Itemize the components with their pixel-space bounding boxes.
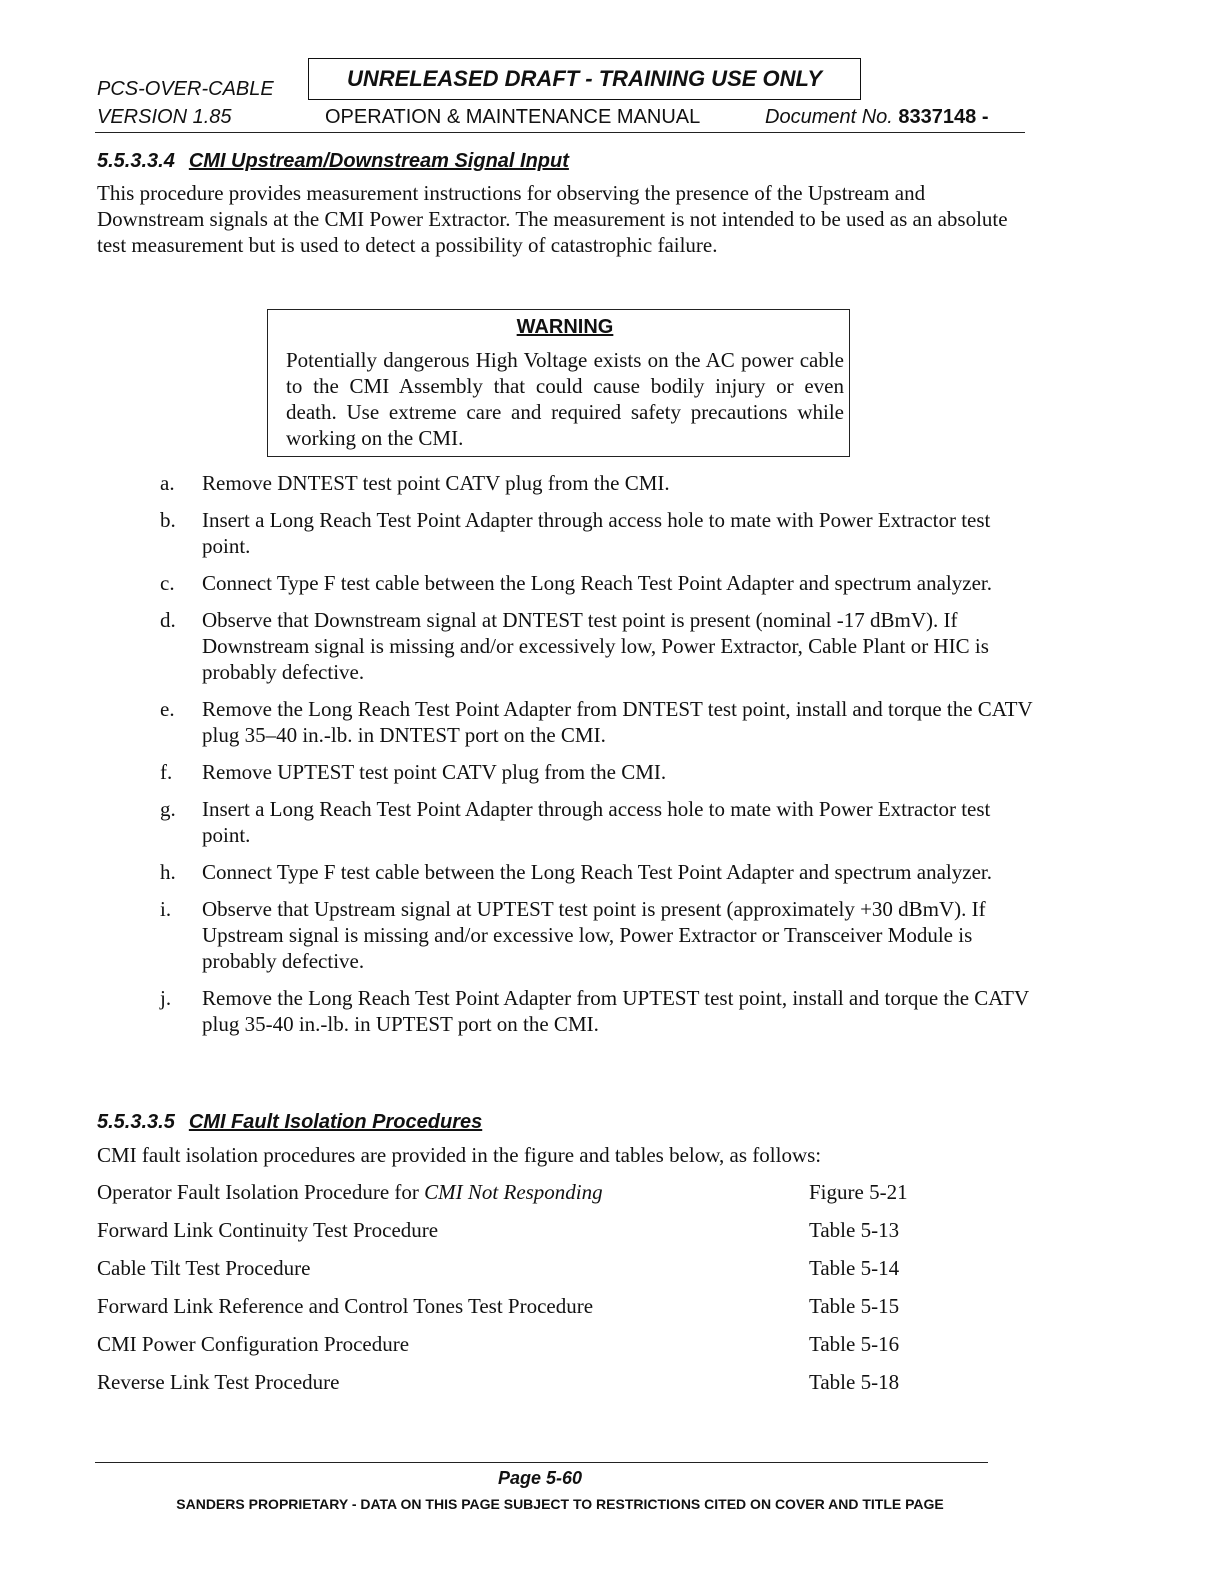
reference-target: Figure 5-21 (809, 1180, 908, 1204)
document-number-value: 8337148 - (898, 106, 989, 128)
reference-description: Reverse Link Test Procedure (97, 1370, 340, 1394)
section-number: 5.5.3.3.4 (97, 150, 175, 172)
step-text: Observe that Upstream signal at UPTEST test point is present (approximately +30 dBmV). If Upstream signal is missing and/or excessive low, Power Extractor or Transceiver Module is probably defective. (202, 897, 986, 973)
page-number: Page 5-60 (497, 1468, 583, 1488)
section-number: 5.5.3.3.5 (97, 1111, 175, 1133)
table-row (97, 1370, 997, 1408)
list-item (160, 796, 1040, 848)
section-title: CMI Upstream/Downstream Signal Input (188, 150, 569, 172)
step-text: Remove the Long Reach Test Point Adapter from DNTEST test point, install and torque the CATV plug 35–40 in.-lb. in DNTEST port on the CMI. (202, 697, 1033, 747)
list-item (160, 696, 1040, 748)
draft-notice: UNRELEASED DRAFT - TRAINING USE ONLY (308, 58, 861, 100)
step-letter: b. (160, 508, 176, 532)
step-letter: h. (160, 860, 176, 884)
table-row (97, 1256, 997, 1294)
step-text: Remove the Long Reach Test Point Adapter from UPTEST test point, install and torque the CATV plug 35-40 in.-lb. in UPTEST port on the CMI. (202, 986, 1029, 1036)
list-item (160, 470, 1040, 496)
list-item (160, 507, 1040, 559)
table-row (97, 1332, 997, 1370)
reference-target: Table 5-14 (809, 1256, 900, 1280)
reference-description: Forward Link Continuity Test Procedure (97, 1218, 439, 1242)
step-letter: a. (160, 471, 175, 495)
version-label: VERSION 1.85 (97, 106, 232, 128)
manual-title: OPERATION & MAINTENANCE MANUAL (325, 106, 701, 128)
step-letter: i. (160, 897, 172, 921)
reference-target: Table 5-16 (809, 1332, 900, 1356)
table-row (97, 1180, 997, 1218)
reference-text: Operator Fault Isolation Procedure for (97, 1180, 425, 1204)
warning-title: WARNING (516, 316, 614, 338)
section-heading-upstream-downstream (97, 150, 569, 173)
list-item (160, 859, 1040, 885)
step-text: Insert a Long Reach Test Point Adapter through access hole to mate with Power Extractor test point. (202, 508, 991, 558)
procedure-steps (160, 470, 1040, 1048)
section-title: CMI Fault Isolation Procedures (188, 1111, 483, 1133)
proprietary-notice: SANDERS PROPRIETARY - DATA ON THIS PAGE SUBJECT TO RESTRICTIONS CITED ON COVER AND TITLE PAGE (176, 1496, 944, 1512)
list-item (160, 896, 1040, 974)
table-row (97, 1218, 997, 1256)
step-letter: d. (160, 608, 176, 632)
document-number-label: Document No. (765, 106, 893, 128)
warning-text: Potentially dangerous High Voltage exists on the AC power cable to the CMI Assembly that could cause bodily injury or even death. Use extreme care and required safety precautions while working on the CMI. (286, 348, 844, 450)
warning-box (267, 309, 850, 457)
reference-target: Table 5-15 (809, 1294, 900, 1318)
reference-target: Table 5-18 (809, 1370, 900, 1394)
reference-target: Table 5-13 (809, 1218, 900, 1242)
reference-description: Cable Tilt Test Procedure (97, 1256, 311, 1280)
reference-emphasis: CMI Not Responding (424, 1180, 603, 1204)
step-text: Remove UPTEST test point CATV plug from the CMI. (202, 760, 667, 784)
list-item (160, 985, 1040, 1037)
section-heading-fault-isolation (97, 1111, 482, 1134)
list-item (160, 759, 1040, 785)
section-intro-paragraph: This procedure provides measurement instructions for observing the presence of the Upstream and Downstream signals at the CMI Power Extractor. The measurement is not intended to be used as an absolute test measurement but is used to detect a possibility of catastrophic failure. (97, 181, 1008, 257)
reference-table (97, 1180, 997, 1408)
step-letter: j. (160, 986, 172, 1010)
step-text: Observe that Downstream signal at DNTEST test point is present (nominal -17 dBmV). If Downstream signal is missing and/or excessively low, Power Extractor, Cable Plant or HIC is probably defective. (202, 608, 989, 684)
step-letter: g. (160, 797, 176, 821)
step-text: Connect Type F test cable between the Long Reach Test Point Adapter and spectrum analyzer. (202, 571, 992, 595)
table-row (97, 1294, 997, 1332)
header-divider (95, 132, 1025, 133)
document-number (765, 106, 988, 129)
step-text: Remove DNTEST test point CATV plug from the CMI. (202, 471, 670, 495)
reference-description: CMI Power Configuration Procedure (97, 1332, 410, 1356)
step-letter: c. (160, 571, 175, 595)
reference-description (97, 1180, 809, 1205)
footer-divider (95, 1462, 988, 1463)
list-item (160, 570, 1040, 596)
step-text: Insert a Long Reach Test Point Adapter through access hole to mate with Power Extractor test point. (202, 797, 991, 847)
fault-isolation-intro: CMI fault isolation procedures are provided in the figure and tables below, as follows: (97, 1143, 822, 1167)
product-name: PCS-OVER-CABLE (97, 78, 274, 100)
step-text: Connect Type F test cable between the Long Reach Test Point Adapter and spectrum analyzer. (202, 860, 992, 884)
step-letter: e. (160, 697, 175, 721)
reference-description: Forward Link Reference and Control Tones Test Procedure (97, 1294, 594, 1318)
list-item (160, 607, 1040, 685)
step-letter: f. (160, 760, 173, 784)
